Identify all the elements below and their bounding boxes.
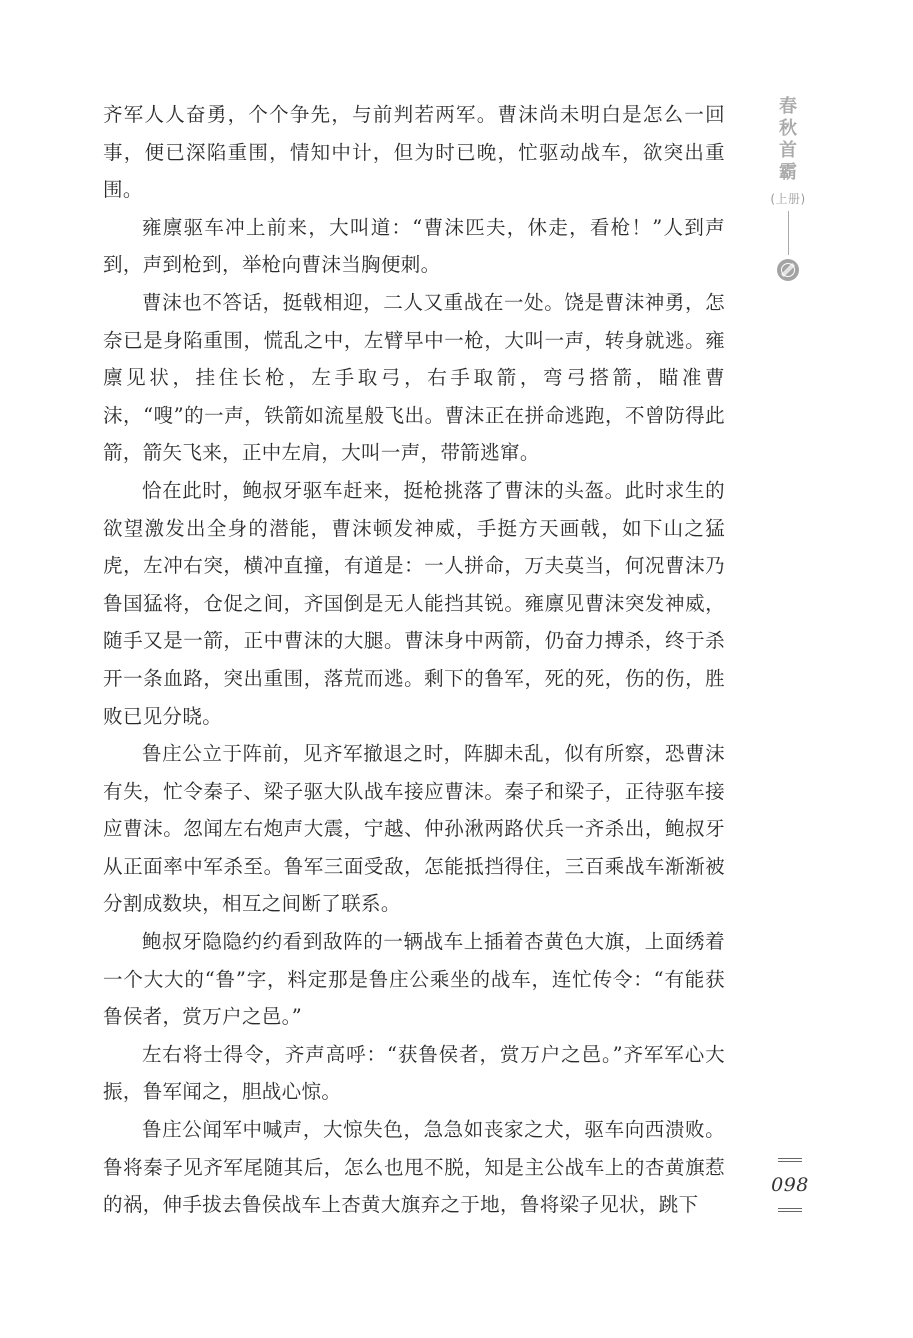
paragraph-5: 鲁庄公立于阵前，见齐军撤退之时，阵脚未乱，似有所察，恐曹沫有失，忙令秦子、梁子驱大队战车接应曹沫。秦子和梁子，正待驱车接应曹沫。忽闻左右炮声大震，宁越、仲孙湫两路伏兵一齐杀出，鲍叔牙从正面率中军杀至。鲁军三面受敌，怎能抵挡得住，三百乘战车渐渐被分割成数块，相互之间断了联系。 <box>103 742 725 916</box>
page-number-rule-top <box>778 1158 802 1162</box>
sidebar-divider <box>788 211 789 255</box>
paragraph-4: 恰在此时，鲍叔牙驱车赶来，挺枪挑落了曹沫的头盔。此时求生的欲望激发出全身的潜能，曹沫顿发神威，手挺方天画戟，如下山之猛虎，左冲右突，横冲直撞，有道是：一人拼命，万夫莫当，何况曹沫乃鲁国猛将，仓促之间，齐国倒是无人能挡其锐。雍廪见曹沫突发神威，随手又是一箭，正中曹沫的大腿。曹沫身中两箭，仍奋力搏杀，终于杀开一条血路，突出重围，落荒而逃。剩下的鲁军，死的死，伤的伤，胜败已见分晓。 <box>103 478 725 728</box>
paragraph-3: 曹沫也不答话，挺戟相迎，二人又重战在一处。饶是曹沫神勇，怎奈已是身陷重围，慌乱之中，左臂早中一枪，大叫一声，转身就逃。雍廪见状，挂住长枪，左手取弓，右手取箭，弯弓搭箭，瞄准曹沫，“嗖”的一声，铁箭如流星般飞出。曹沫正在拼命逃跑，不曾防得此箭，箭矢飞来，正中左肩，大叫一声，带箭逃窜。 <box>103 290 725 465</box>
paragraph-1: 齐军人人奋勇，个个争先，与前判若两军。曹沫尚未明白是怎么一回事，便已深陷重围，情知中计，但为时已晚，忙驱动战车，欲突出重围。 <box>103 103 725 202</box>
paragraph-7: 左右将士得令，齐声高呼：“获鲁侯者，赏万户之邑。”齐军军心大振，鲁军闻之，胆战心惊。 <box>103 1042 725 1104</box>
body-text <box>103 96 725 1224</box>
volume-label: (上册) <box>770 192 806 206</box>
paragraph-2: 雍廪驱车冲上前来，大叫道：“曹沫匹夫，休走，看枪！”人到声到，声到枪到，举枪向曹沫当胸便刺。 <box>103 215 725 277</box>
book-series-title <box>779 96 797 184</box>
series-title-char: 首 <box>779 140 797 161</box>
paragraph-6: 鲍叔牙隐隐约约看到敌阵的一辆战车上插着杏黄色大旗，上面绣着一个大大的“鲁”字，料定那是鲁庄公乘坐的战车，连忙传令：“有能获鲁侯者，赏万户之邑。” <box>103 930 725 1029</box>
running-header-sidebar <box>770 96 806 281</box>
paragraph-8: 鲁庄公闻军中喊声，大惊失色，急急如丧家之犬，驱车向西溃败。鲁将秦子见齐军尾随其后，怎么也甩不脱，知是主公战车上的杏黄旗惹的祸，伸手拔去鲁侯战车上杏黄大旗弃之于地，鲁将梁子见状，跳下 <box>103 1118 725 1217</box>
page-number: 098 <box>771 1174 809 1196</box>
seal-icon <box>777 259 799 281</box>
series-title-char: 霸 <box>779 162 797 183</box>
page-number-block <box>772 1158 808 1212</box>
page-number-rule-bottom <box>778 1208 802 1212</box>
series-title-char: 秋 <box>779 118 797 139</box>
series-title-char: 春 <box>779 96 797 117</box>
